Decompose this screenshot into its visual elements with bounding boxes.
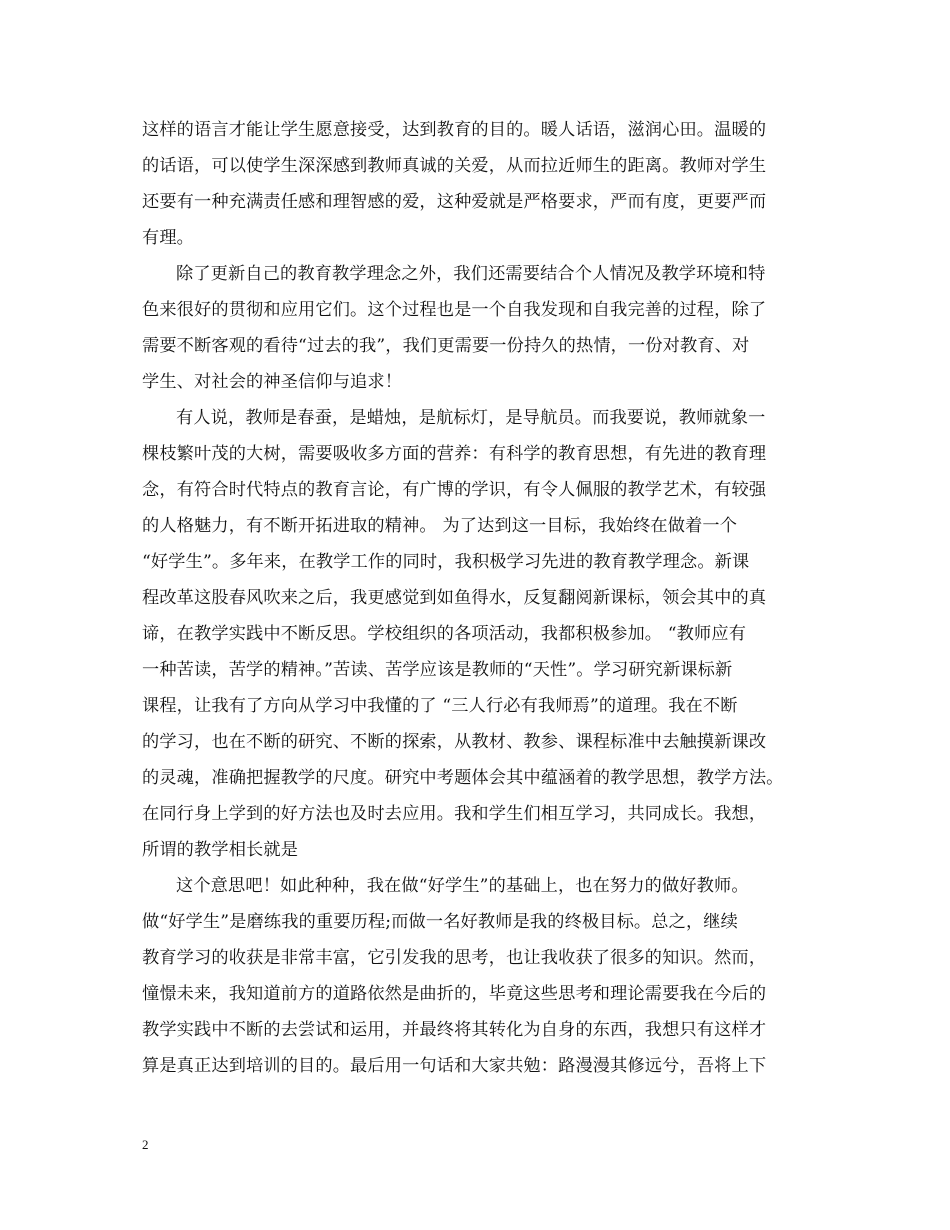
text-line: 所谓的教学相长就是 <box>142 840 299 860</box>
paragraph-start-line: 除了更新自己的教育教学理念之外，我们还需要结合个人情况及教学环境和特 <box>176 264 766 284</box>
text-line: 有理。 <box>142 228 195 248</box>
page-number: 2 <box>142 1137 149 1152</box>
text-line: 还要有一种充满责任感和理智感的爱，这种爱就是严格要求，严而有度，更要严而 <box>142 192 767 212</box>
text-line: 在同行身上学到的好方法也及时去应用。我和学生们相互学习，共同成长。我想， <box>142 804 767 824</box>
text-line: 算是真正达到培训的目的。最后用一句话和大家共勉：路漫漫其修远兮，吾将上下 <box>142 1056 767 1076</box>
text-line: 教育学习的收获是非常丰富，它引发我的思考，也让我收获了很多的知识。然而， <box>142 948 767 968</box>
paragraph-start-line: 这个意思吧！如此种种，我在做“好学生”的基础上，也在努力的做好教师。 <box>176 876 749 896</box>
text-line: “好学生”。多年来，在教学工作的同时，我积极学习先进的教育教学理念。新课 <box>142 552 750 572</box>
text-line: 谛，在教学实践中不断反思。学校组织的各项活动，我都积极参加。 “教师应有 <box>142 624 747 644</box>
text-line: 教学实践中不断的去尝试和运用，并最终将其转化为自身的东西，我想只有这样才 <box>142 1020 767 1040</box>
text-line: 一种苦读，苦学的精神。”苦读、苦学应该是教师的“天性”。学习研究新课标新 <box>142 660 733 680</box>
text-line: 课程，让我有了方向从学习中我懂的了 “三人行必有我师焉”的道理。我在不断 <box>142 696 738 716</box>
text-line: 程改革这股春风吹来之后，我更感觉到如鱼得水，反复翻阅新课标，领会其中的真 <box>142 588 767 608</box>
text-line: 的灵魂，准确把握教学的尺度。研究中考题体会其中蕴涵着的教学思想，教学方法。 <box>142 768 784 788</box>
text-line: 的话语，可以使学生深深感到教师真诚的关爱，从而拉近师生的距离。教师对学生 <box>142 156 767 176</box>
text-line: 这样的语言才能让学生愿意接受，达到教育的目的。暖人话语，滋润心田。温暖的 <box>142 120 767 140</box>
text-line: 做“好学生”是磨练我的重要历程;而做一名好教师是我的终极目标。总之，继续 <box>142 912 738 932</box>
text-line: 色来很好的贯彻和应用它们。这个过程也是一个自我发现和自我完善的过程，除了 <box>142 300 767 320</box>
text-line: 的人格魅力，有不断开拓进取的精神。 为了达到这一目标，我始终在做着一个 <box>142 516 738 536</box>
text-line: 的学习，也在不断的研究、不断的探索，从教材、教参、课程标准中去触摸新课改 <box>142 732 767 752</box>
text-line: 憧憬未来，我知道前方的道路依然是曲折的，毕竟这些思考和理论需要我在今后的 <box>142 984 767 1004</box>
text-line: 需要不断客观的看待“过去的我”，我们更需要一份持久的热情，一份对教育、对 <box>142 336 750 356</box>
text-line: 棵枝繁叶茂的大树，需要吸收多方面的营养：有科学的教育思想，有先进的教育理 <box>142 444 767 464</box>
paragraph-start-line: 有人说，教师是春蚕，是蜡烛，是航标灯，是导航员。而我要说，教师就象一 <box>176 408 766 428</box>
text-line: 念，有符合时代特点的教育言论，有广博的学识，有令人佩服的教学艺术，有较强 <box>142 480 767 500</box>
text-line: 学生、对社会的神圣信仰与追求！ <box>142 372 403 392</box>
